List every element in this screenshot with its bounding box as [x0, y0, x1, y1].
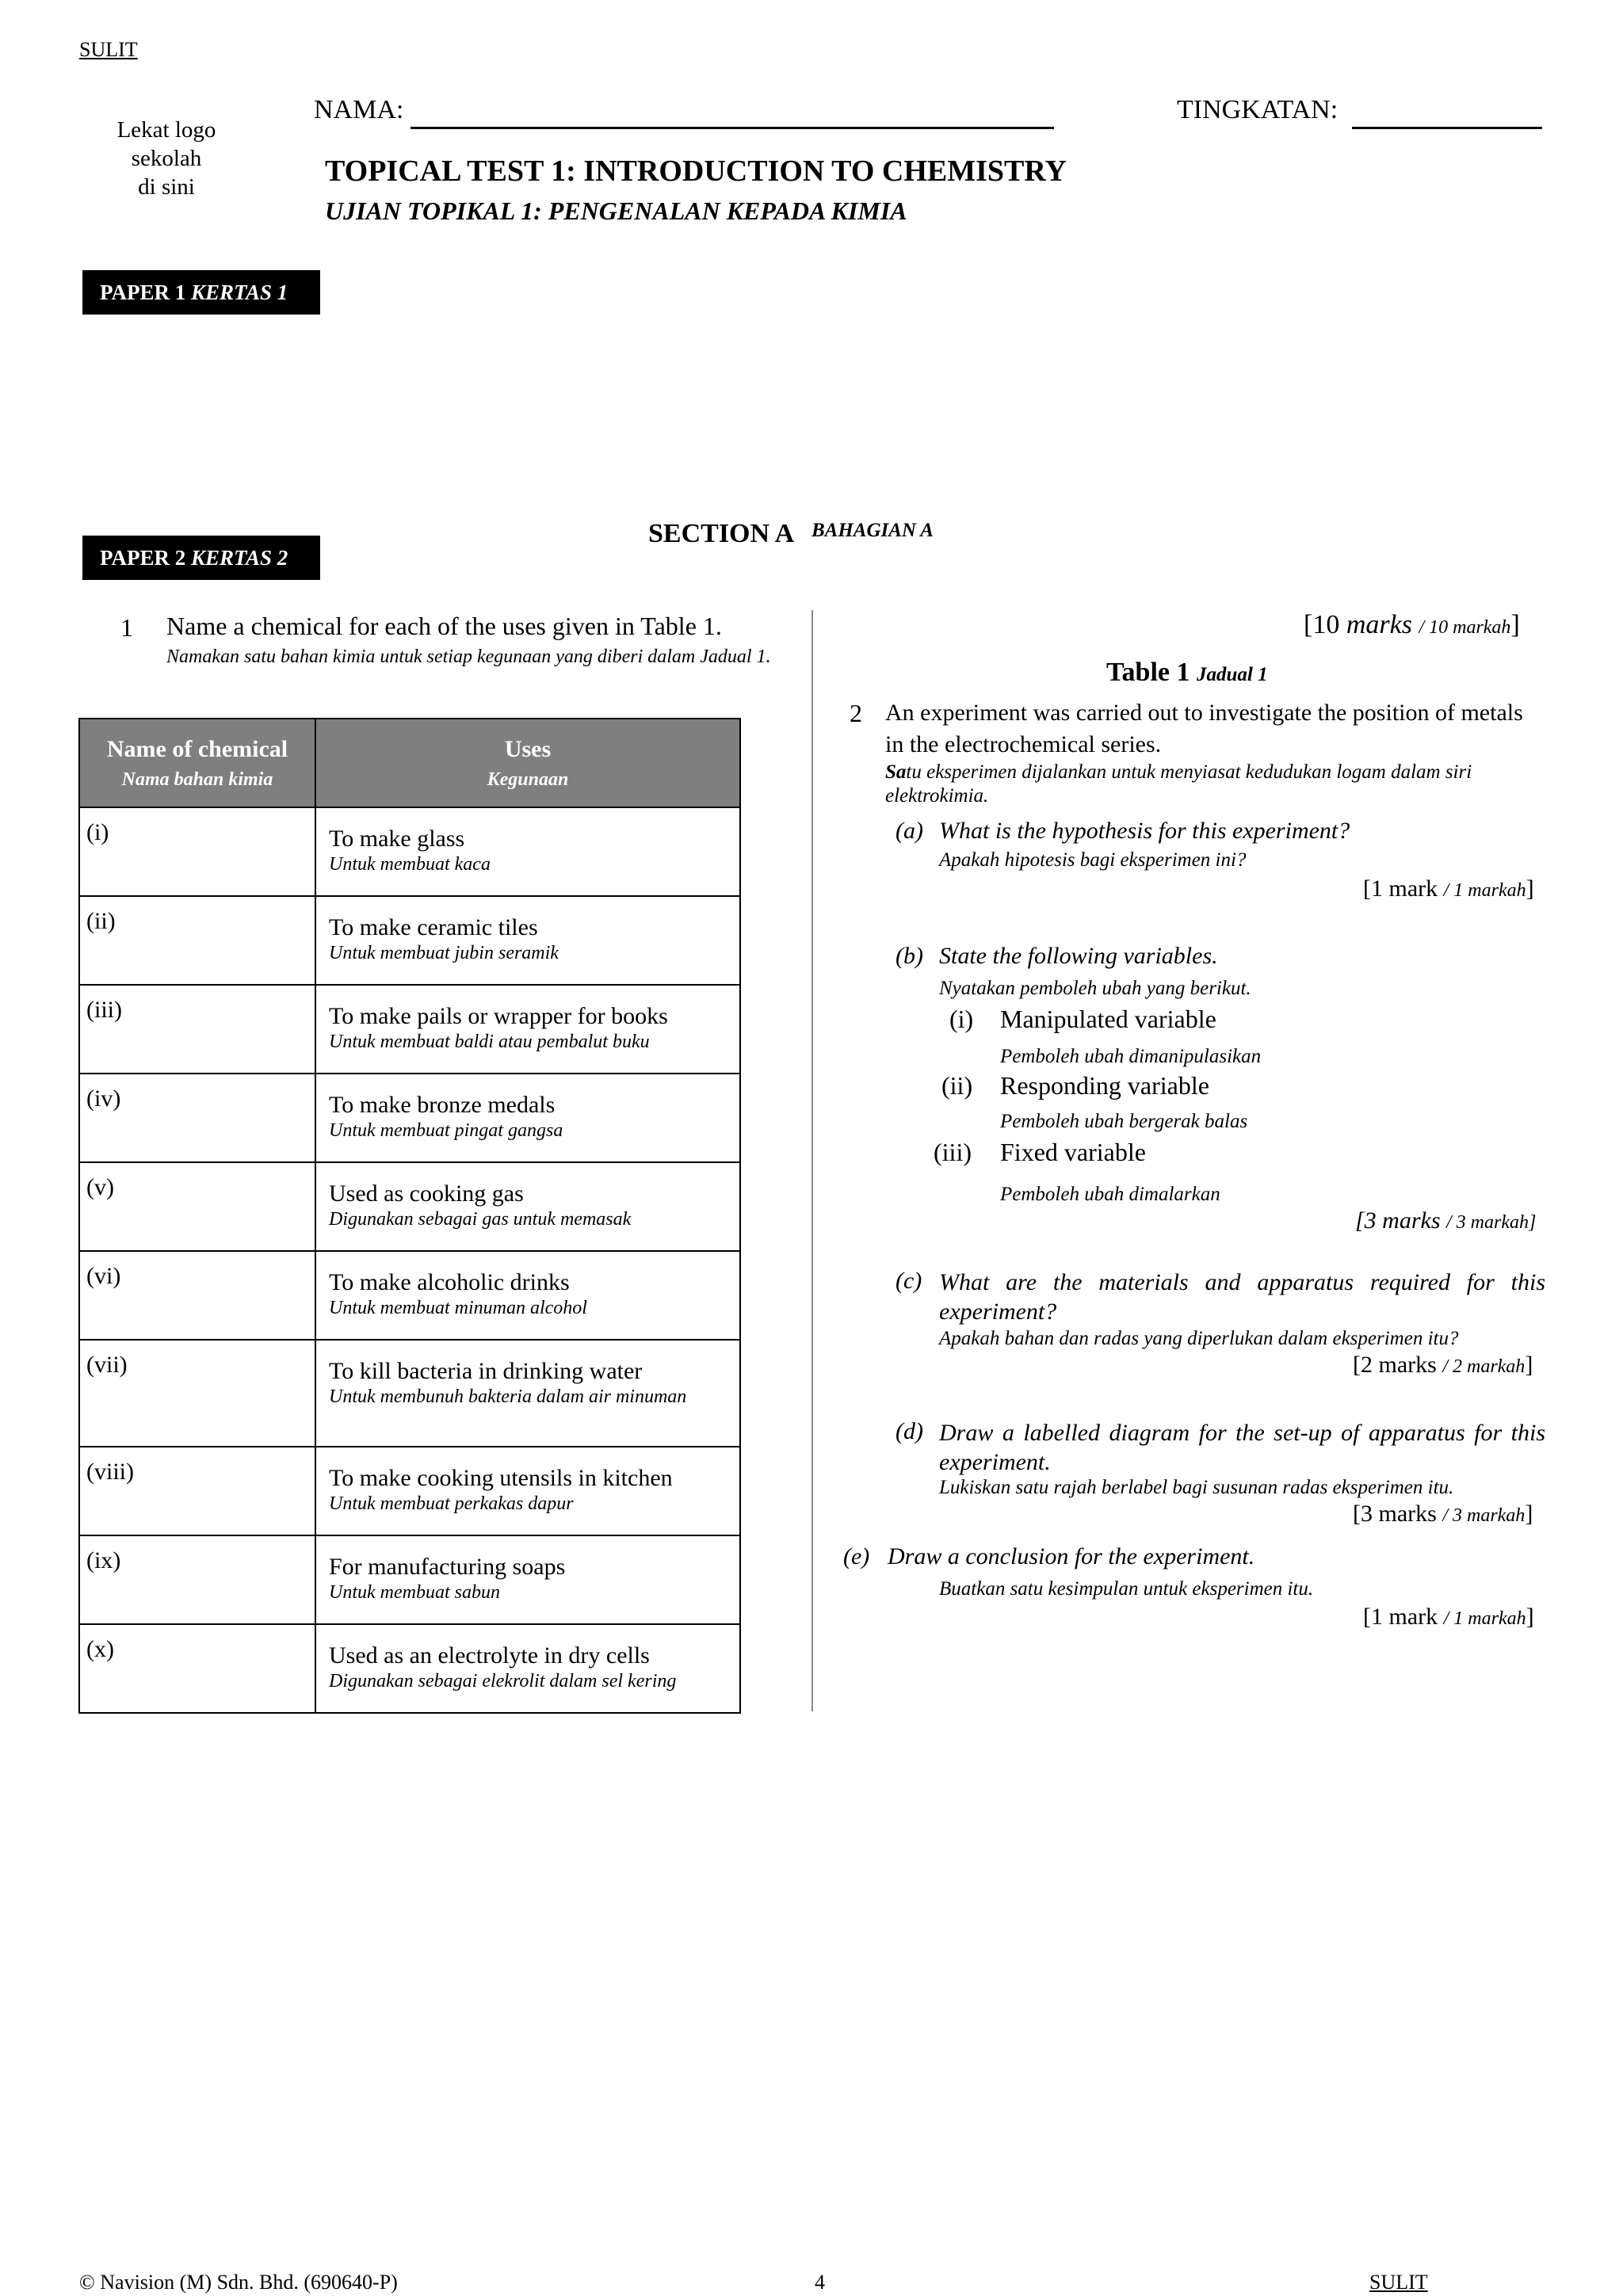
q2c-marks-close: ] — [1525, 1352, 1533, 1378]
q2b-item-text-malay: Pemboleh ubah bergerak balas — [1000, 1111, 1248, 1132]
paper1-badge — [82, 270, 320, 315]
row-number[interactable]: (ii) — [79, 896, 315, 985]
use-en: Used as an electrolyte in dry cells — [329, 1642, 650, 1669]
row-number[interactable]: (iii) — [79, 985, 315, 1074]
q2-text: An experiment was carried out to investigate the position of metals in the electrochemical series. — [885, 700, 1523, 757]
table-header-uses — [315, 719, 740, 807]
q2b-item-text-malay: Pemboleh ubah dimalarkan — [1000, 1184, 1220, 1205]
table-1 — [78, 718, 741, 1714]
q1-marks-value: [10 — [1304, 610, 1340, 639]
use-en: To make pails or wrapper for books — [329, 1003, 668, 1029]
use-ms: Untuk membunuh bakteria dalam air minuman — [329, 1386, 687, 1407]
q2c-text: What are the materials and apparatus required for this experiment? — [939, 1269, 1545, 1325]
q2d-marks — [1353, 1501, 1533, 1527]
header-uses-en: Uses — [504, 735, 552, 762]
q2b-item-text: Manipulated variable — [1000, 1005, 1216, 1033]
use-ms: Digunakan sebagai gas untuk memasak — [329, 1209, 632, 1230]
logo-text-line2: sekolah — [131, 146, 202, 171]
section-title-malay: BAHAGIAN A — [812, 520, 934, 541]
paper1-label-malay: KERTAS 1 — [191, 280, 288, 304]
nama-field[interactable] — [411, 127, 1054, 129]
q1-number: 1 — [120, 613, 133, 642]
row-use — [315, 1624, 740, 1713]
tingkatan-field[interactable] — [1352, 127, 1542, 129]
q2b-item-text: Responding variable — [1000, 1071, 1209, 1100]
use-ms: Untuk membuat pingat gangsa — [329, 1120, 563, 1141]
q1-marks-close: ] — [1510, 610, 1520, 639]
table-row — [79, 807, 740, 896]
q2b-item-number: (ii) — [941, 1071, 973, 1100]
header-chemical-ms: Nama bahan kimia — [121, 769, 273, 790]
q2e-marks — [1363, 1604, 1534, 1630]
q2a-text-malay: Apakah hipotesis bagi eksperimen ini? — [939, 849, 1247, 871]
q2b-marks — [1355, 1207, 1536, 1234]
table-row — [79, 1447, 740, 1535]
row-use — [315, 1162, 740, 1251]
q2d-marks-en: [3 marks — [1353, 1501, 1437, 1527]
q2b-text-malay: Nyatakan pemboleh ubah yang berikut. — [939, 978, 1251, 999]
use-en: To make cooking utensils in kitchen — [329, 1465, 673, 1491]
table-row — [79, 985, 740, 1074]
header-chemical-en: Name of chemical — [106, 735, 288, 762]
table-header-chemical — [79, 719, 315, 807]
section-title: SECTION A — [648, 519, 795, 548]
q1-text: Name a chemical for each of the uses given in Table 1. — [166, 612, 722, 640]
paper2-label-malay: KERTAS 2 — [191, 546, 288, 570]
row-number[interactable]: (vi) — [79, 1251, 315, 1340]
q1-text-malay: Namakan satu bahan kimia untuk setiap kegunaan yang diberi dalam Jadual 1. — [166, 646, 771, 667]
q2e-marks-en: [1 mark — [1363, 1604, 1438, 1630]
q2e-text: Draw a conclusion for the experiment. — [888, 1543, 1255, 1569]
q2a-marks — [1363, 875, 1534, 902]
use-en: To make bronze medals — [329, 1092, 556, 1118]
logo-text-line1: Lekat logo — [116, 117, 216, 143]
q2b-item-number: (i) — [949, 1005, 974, 1033]
use-ms: Untuk membuat perkakas dapur — [329, 1493, 574, 1514]
q2b-item-text: Fixed variable — [1000, 1138, 1146, 1166]
q2d-marks-ms: / 3 markah — [1442, 1505, 1526, 1526]
q2a-marks-ms: / 1 markah — [1443, 880, 1526, 901]
paper1-label: PAPER 1 — [100, 280, 186, 304]
table-row — [79, 1074, 740, 1162]
table-row — [79, 896, 740, 985]
tingkatan-label: TINGKATAN: — [1177, 95, 1338, 124]
q2b-marks-ms: / 3 markah] — [1446, 1212, 1537, 1233]
q2b-text: State the following variables. — [939, 943, 1218, 969]
use-ms: Untuk membuat jubin seramik — [329, 943, 559, 963]
row-number[interactable]: (x) — [79, 1624, 315, 1713]
footer-sulit: SULIT — [1369, 2271, 1428, 2294]
q2b-marks-en: [3 marks — [1355, 1207, 1441, 1234]
use-ms: Untuk membuat sabun — [329, 1582, 500, 1603]
column-divider — [812, 610, 813, 1711]
use-en: Used as cooking gas — [329, 1180, 524, 1207]
q2d-label: (d) — [896, 1418, 923, 1444]
q2c-text-malay: Apakah bahan dan radas yang diperlukan dalam eksperimen itu? — [939, 1328, 1459, 1349]
use-en: To make ceramic tiles — [329, 914, 538, 940]
q2c-label: (c) — [896, 1268, 922, 1294]
use-ms: Digunakan sebagai elekrolit dalam sel kering — [329, 1671, 677, 1691]
q2-text-malay-rest: tu eksperimen dijalankan untuk menyiasat kedudukan logam dalam siri elektrokimia. — [885, 761, 1472, 807]
row-number[interactable]: (vii) — [79, 1340, 315, 1447]
nama-label: NAMA: — [314, 95, 404, 124]
table-row — [79, 1251, 740, 1340]
q2b-label: (b) — [896, 943, 923, 969]
q2a-text: What is the hypothesis for this experiment? — [939, 818, 1350, 844]
q2a-marks-close: ] — [1526, 875, 1534, 902]
table-caption-en: Table 1 — [1106, 658, 1190, 687]
row-use — [315, 896, 740, 985]
q1-marks-malay: / 10 markah — [1419, 617, 1511, 638]
q2a-label: (a) — [896, 818, 923, 844]
q2-text-malay — [885, 761, 1547, 808]
header-sulit: SULIT — [79, 38, 138, 61]
paper2-badge — [82, 536, 320, 580]
use-en: To make glass — [329, 826, 465, 852]
table-row — [79, 1162, 740, 1251]
row-number[interactable]: (i) — [79, 807, 315, 896]
q2e-marks-close: ] — [1526, 1604, 1534, 1630]
logo-placeholder — [103, 116, 230, 201]
q2e-text-malay: Buatkan satu kesimpulan untuk eksperimen itu. — [939, 1578, 1314, 1600]
footer-copyright: © Navision (M) Sdn. Bhd. (690640-P) — [79, 2271, 398, 2294]
page-title: TOPICAL TEST 1: INTRODUCTION TO CHEMISTRY — [325, 154, 1067, 188]
header-uses-ms: Kegunaan — [487, 769, 569, 790]
page-number: 4 — [815, 2271, 825, 2294]
q2d-text-malay: Lukiskan satu rajah berlabel bagi susunan radas eksperimen itu. — [939, 1477, 1454, 1498]
use-en: To make alcoholic drinks — [329, 1269, 570, 1295]
table-row — [79, 1340, 740, 1447]
row-number[interactable]: (ix) — [79, 1535, 315, 1624]
q2c-marks — [1353, 1352, 1533, 1379]
table-row — [79, 1535, 740, 1624]
q2d-text: Draw a labelled diagram for the set-up of apparatus for this experiment. — [939, 1420, 1545, 1475]
logo-text-line3: di sini — [138, 174, 195, 200]
use-ms: Untuk membuat baldi atau pembalut buku — [329, 1032, 650, 1052]
q2e-label: (e) — [843, 1543, 870, 1569]
paper2-label: PAPER 2 — [100, 546, 186, 570]
q2e-marks-ms: / 1 markah — [1443, 1608, 1526, 1629]
use-ms: Untuk membuat kaca — [329, 854, 491, 875]
q1-marks — [1304, 610, 1520, 640]
q2a-marks-en: [1 mark — [1363, 875, 1438, 902]
row-use — [315, 1074, 740, 1162]
q2-text-malay-bold: Sa — [885, 761, 907, 783]
row-number[interactable]: (v) — [79, 1162, 315, 1251]
use-en: For manufacturing soaps — [329, 1554, 566, 1580]
q2b-item-number: (iii) — [934, 1138, 972, 1166]
table-row — [79, 1624, 740, 1713]
q2d-marks-close: ] — [1525, 1501, 1533, 1527]
q2c-marks-en: [2 marks — [1353, 1352, 1437, 1378]
row-use — [315, 1535, 740, 1624]
q2b-item-text-malay: Pemboleh ubah dimanipulasikan — [1000, 1046, 1262, 1067]
row-use — [315, 807, 740, 896]
table-caption — [1106, 658, 1268, 688]
row-use — [315, 1251, 740, 1340]
row-number[interactable]: (viii) — [79, 1447, 315, 1535]
q2-number: 2 — [850, 699, 862, 727]
q1-marks-word: marks — [1346, 610, 1412, 639]
use-en: To kill bacteria in drinking water — [329, 1358, 643, 1384]
page-title-malay: UJIAN TOPIKAL 1: PENGENALAN KEPADA KIMIA — [325, 196, 907, 225]
row-use — [315, 1340, 740, 1447]
row-number[interactable]: (iv) — [79, 1074, 315, 1162]
row-use — [315, 1447, 740, 1535]
table-caption-ms: Jadual 1 — [1197, 664, 1268, 685]
row-use — [315, 985, 740, 1074]
q2c-marks-ms: / 2 markah — [1442, 1356, 1526, 1377]
use-ms: Untuk membuat minuman alcohol — [329, 1298, 587, 1318]
